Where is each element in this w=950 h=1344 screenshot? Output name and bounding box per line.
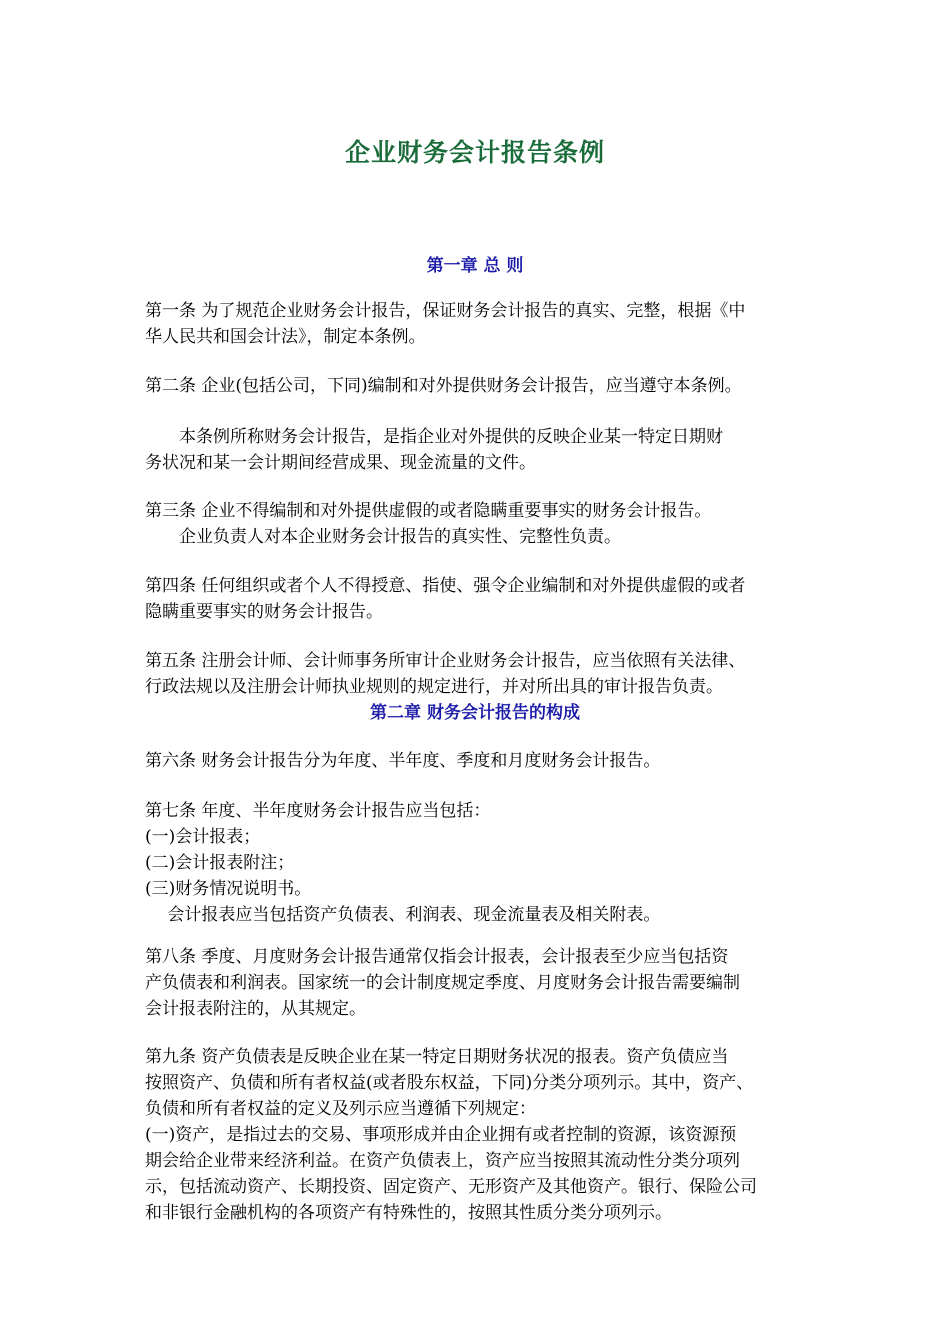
text-line: (一)资产，是指过去的交易、事项形成并由企业拥有或者控制的资源，该资源预 (145, 1125, 737, 1145)
article-3 (145, 498, 810, 550)
text-line: 本条例所称财务会计报告，是指企业对外提供的反映企业某一特定日期财 (145, 427, 723, 447)
text-line: 示，包括流动资产、长期投资、固定资产、无形资产及其他资产。银行、保险公司 (145, 1177, 757, 1197)
article-8 (145, 944, 810, 1022)
article-9 (145, 1044, 810, 1226)
text-line: 会计报表附注的，从其规定。 (145, 999, 366, 1019)
chapter-heading-1: 第一章 总 则 (426, 256, 524, 276)
article-2 (145, 373, 810, 399)
text-line: 产负债表和利润表。国家统一的会计制度规定季度、月度财务会计报告需要编制 (145, 973, 740, 993)
text-line: 第一条 为了规范企业财务会计报告，保证财务会计报告的真实、完整，根据《中 (145, 301, 746, 321)
text-line: 按照资产、负债和所有者权益(或者股东权益，下同)分类分项列示。其中，资产、 (145, 1073, 754, 1093)
text-line: (三)财务情况说明书。 (145, 879, 312, 899)
text-line: 企业负责人对本企业财务会计报告的真实性、完整性负责。 (145, 527, 621, 547)
text-line: 第八条 季度、月度财务会计报告通常仅指会计报表，会计报表至少应当包括资 (145, 947, 729, 967)
text-line: 期会给企业带来经济利益。在资产负债表上，资产应当按照其流动性分类分项列 (145, 1151, 740, 1171)
text-line: (二)会计报表附注； (145, 853, 295, 873)
text-line: 华人民共和国会计法》，制定本条例。 (145, 327, 426, 347)
chapter-heading-2: 第二章 财务会计报告的构成 (370, 703, 580, 723)
article-7 (145, 798, 810, 928)
document-title: 企业财务会计报告条例 (344, 138, 605, 167)
text-line: 和非银行金融机构的各项资产有特殊性的，按照其性质分类分项列示。 (145, 1203, 672, 1223)
text-line: 第四条 任何组织或者个人不得授意、指使、强令企业编制和对外提供虚假的或者 (145, 576, 746, 596)
text-line: 第六条 财务会计报告分为年度、半年度、季度和月度财务会计报告。 (145, 751, 661, 771)
text-line: 会计报表应当包括资产负债表、利润表、现金流量表及相关附表。 (145, 905, 661, 925)
text-line: 务状况和某一会计期间经营成果、现金流量的文件。 (145, 453, 536, 473)
article-1 (145, 298, 810, 350)
article-2-paragraph-2 (145, 424, 810, 476)
text-line: 第三条 企业不得编制和对外提供虚假的或者隐瞒重要事实的财务会计报告。 (145, 501, 712, 521)
article-5 (145, 648, 810, 700)
article-6 (145, 748, 810, 774)
text-line: 隐瞒重要事实的财务会计报告。 (145, 602, 383, 622)
text-line: 第九条 资产负债表是反映企业在某一特定日期财务状况的报表。资产负债应当 (145, 1047, 729, 1067)
text-line: 负债和所有者权益的定义及列示应当遵循下列规定： (145, 1099, 536, 1119)
article-4 (145, 573, 810, 625)
text-line: 第五条 注册会计师、会计师事务所审计企业财务会计报告，应当依照有关法律、 (145, 651, 746, 671)
text-line: 第七条 年度、半年度财务会计报告应当包括： (145, 801, 491, 821)
text-line: 行政法规以及注册会计师执业规则的规定进行，并对所出具的审计报告负责。 (145, 677, 723, 697)
text-line: (一)会计报表； (145, 827, 261, 847)
text-line: 第二条 企业(包括公司，下同)编制和对外提供财务会计报告，应当遵守本条例。 (145, 376, 742, 396)
